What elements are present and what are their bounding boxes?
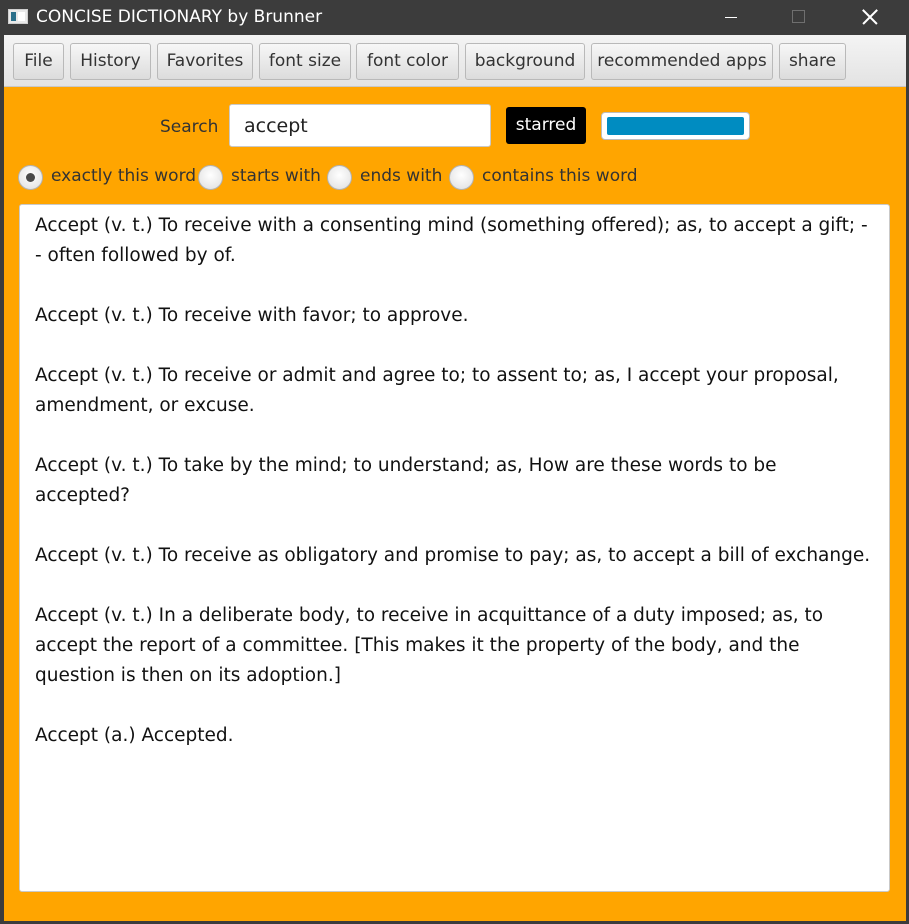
favorites-button[interactable]: Favorites xyxy=(157,43,253,80)
search-input[interactable] xyxy=(229,104,491,147)
radio-circle xyxy=(18,165,43,190)
search-label: Search xyxy=(160,117,219,137)
color-picker[interactable] xyxy=(601,112,750,140)
share-button[interactable]: share xyxy=(779,43,846,80)
radio-label: contains this word xyxy=(482,166,638,186)
radio-label: ends with xyxy=(360,166,443,186)
starred-button[interactable]: starred xyxy=(506,107,586,144)
radio-circle xyxy=(449,165,474,190)
minimize-icon[interactable] xyxy=(708,0,754,35)
radio-exactly-this-word[interactable] xyxy=(18,164,197,190)
font-size-button[interactable]: font size xyxy=(259,43,351,80)
background-button[interactable]: background xyxy=(465,43,585,80)
radio-starts-with[interactable] xyxy=(198,164,323,190)
file-button[interactable]: File xyxy=(13,43,64,80)
title-bar xyxy=(0,0,909,35)
maximize-icon[interactable] xyxy=(776,0,822,35)
radio-circle xyxy=(327,165,352,190)
definition-text-area[interactable] xyxy=(19,204,890,892)
recommended-apps-button[interactable]: recommended apps xyxy=(591,43,773,80)
radio-circle xyxy=(198,165,223,190)
main-panel xyxy=(4,87,906,921)
menu-bar xyxy=(4,35,906,87)
definition-text: Accept (v. t.) To receive with a consenting mind (something offered); as, to accept a gift; -- often followed by of. Accept (v. t.) To receive with favor; to approve. Accept (v. t.) To receive or admit and agree to; to assent to; as, I accept your proposal, amendment, or excuse. Accept (v. t.) To take by the mind; to understand; as, How are these words to be accepted? Accept (v. t.) To receive as obligatory and promise to pay; as, to accept a bill of exchange. Accept (v. t.) In a deliberate body, to receive in acquittance of a duty imposed; as, to accept the report of a committee. [This makes it the property of the body, and the question is then on its adoption.] Accept (a.) Accepted. xyxy=(35,215,871,746)
radio-label: exactly this word xyxy=(51,166,197,186)
color-swatch xyxy=(607,117,744,135)
font-color-button[interactable]: font color xyxy=(356,43,459,80)
history-button[interactable]: History xyxy=(70,43,151,80)
close-icon[interactable] xyxy=(847,0,893,35)
search-mode-group xyxy=(4,160,906,190)
app-icon xyxy=(8,9,28,24)
window-title: CONCISE DICTIONARY by Brunner xyxy=(36,7,323,27)
radio-selected-dot xyxy=(26,173,35,182)
radio-label: starts with xyxy=(231,166,321,186)
radio-contains-this-word[interactable] xyxy=(449,164,638,190)
radio-ends-with[interactable] xyxy=(327,164,442,190)
